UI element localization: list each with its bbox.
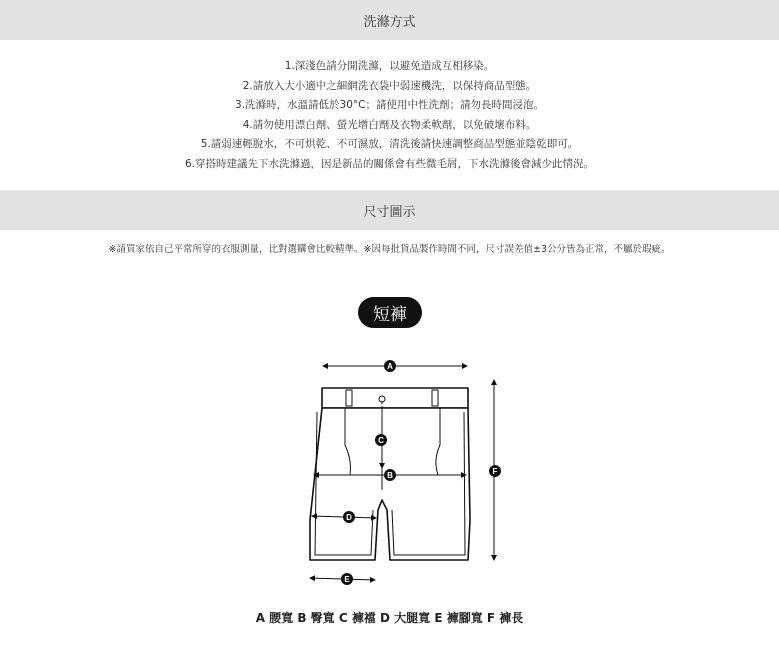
wash-instruction-5: 5.請弱速輕脫水，不可烘乾、不可濕放，清洗後請快速調整商品型態並陰乾即可。	[200, 138, 579, 150]
garment-label: 短褲	[373, 305, 407, 325]
wash-section-title: 洗滌方式	[363, 14, 416, 30]
size-section-title: 尺寸圖示	[363, 204, 416, 220]
size-note: ※請買家依自己平常所穿的衣服測量，比對選購會比較精準。※因每批貨品製作時間不同，尺寸誤差值±3公分皆為正常，不屬於瑕疵。	[108, 244, 671, 255]
marker-c: C	[378, 436, 384, 445]
garment-label-pill	[358, 297, 422, 328]
measurement-legend: A 腰寬 B 臀寬 C 褲襠 D 大腿寬 E 褲腳寬 F 褲長	[255, 611, 524, 625]
wash-instruction-3: 3.洗滌時，水溫請低於30°C；請使用中性洗劑；請勿長時間浸泡。	[235, 99, 544, 111]
wash-instruction-6: 6.穿搭時建議先下水洗滌過，因是新品的關係會有些微毛屑，下水洗滌後會減少此情況。	[184, 157, 595, 170]
wash-instructions-list	[0, 57, 779, 174]
marker-a: A	[387, 362, 393, 371]
marker-e: E	[344, 575, 350, 584]
wash-instruction-2: 2.請放入大小適中之細網洗衣袋中弱速機洗，以保持商品型態。	[242, 79, 537, 92]
marker-f: F	[492, 467, 498, 476]
size-section-header	[0, 190, 779, 230]
wash-instruction-4: 4.請勿使用漂白劑、螢光增白劑及衣物柔軟劑，以免破壞布料。	[242, 118, 537, 131]
wash-section-header	[0, 0, 779, 40]
marker-b: B	[387, 471, 393, 480]
shorts-diagram	[290, 350, 520, 595]
marker-d: D	[346, 513, 352, 522]
wash-instruction-1: 1.深淺色請分開洗滌，以避免造成互相移染。	[284, 60, 495, 72]
